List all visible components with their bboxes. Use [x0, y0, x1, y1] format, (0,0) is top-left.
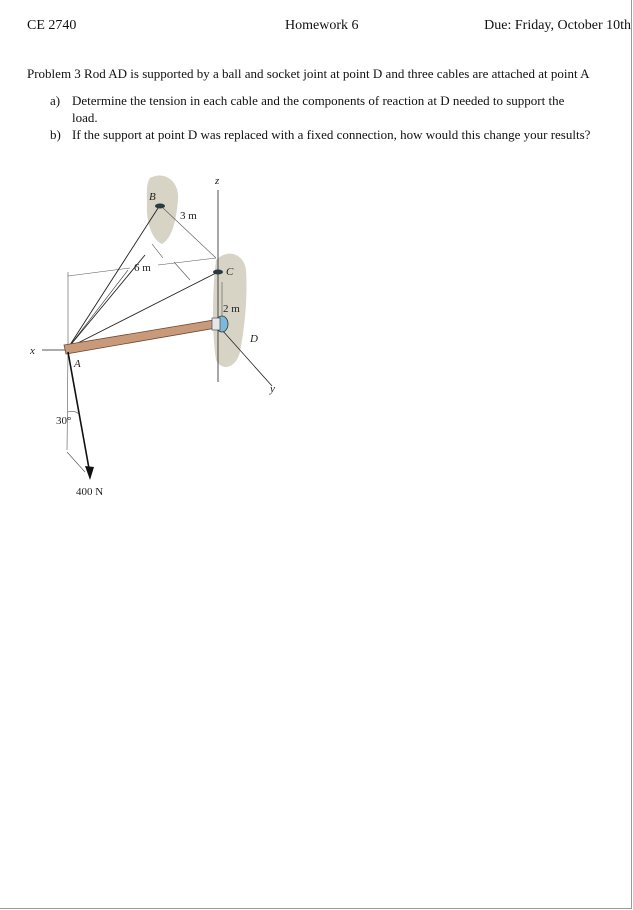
label-b: B: [149, 191, 156, 203]
angle-arc: [68, 411, 79, 414]
item-a-text: Determine the tension in each cable and the components of reaction at D needed to support the load.: [72, 93, 565, 125]
anchor-b-icon: [155, 204, 165, 209]
problem-item-a: [50, 92, 610, 126]
dim-ext-b: [152, 244, 163, 258]
load-line: [68, 352, 90, 474]
load-vertical-ref: [67, 352, 68, 450]
item-a-marker: a): [50, 93, 61, 108]
label-y-axis: y: [270, 383, 275, 395]
label-dim-3m: 3 m: [180, 210, 197, 222]
label-angle: 30°: [56, 415, 72, 427]
label-dim-6m: 6 m: [134, 262, 151, 274]
angle-construction-line: [67, 452, 85, 472]
dim-line-6m-right: [158, 258, 216, 265]
rod-diagram: [0, 160, 633, 505]
anchor-c-icon: [213, 270, 223, 275]
assignment-title: Homework 6: [285, 18, 359, 33]
item-b-marker: b): [50, 127, 61, 142]
socket-plate-icon: [212, 318, 220, 330]
dim-line-6m-left: [68, 268, 130, 276]
problem-statement: Problem 3 Rod AD is supported by a ball and socket joint at point D and three cables are attached at point A: [27, 66, 590, 81]
label-x-axis: x: [30, 345, 35, 357]
label-z-axis: z: [215, 175, 220, 187]
label-d: D: [250, 333, 258, 345]
label-c: C: [226, 266, 234, 278]
load-arrowhead-icon: [85, 466, 94, 480]
dim-tick-6m: [174, 262, 190, 280]
course-code: CE 2740: [27, 18, 77, 33]
label-a: A: [74, 358, 81, 370]
label-load: 400 N: [76, 486, 104, 498]
due-date: Due: Friday, October 10th: [484, 18, 631, 33]
wall-shade-b: [147, 175, 178, 244]
problem-item-b: [50, 126, 610, 160]
cable-ab: [68, 205, 160, 348]
label-dim-2m: 2 m: [223, 303, 240, 315]
item-b-text: If the support at point D was replaced with a fixed connection, how would this change your results?: [72, 127, 591, 142]
